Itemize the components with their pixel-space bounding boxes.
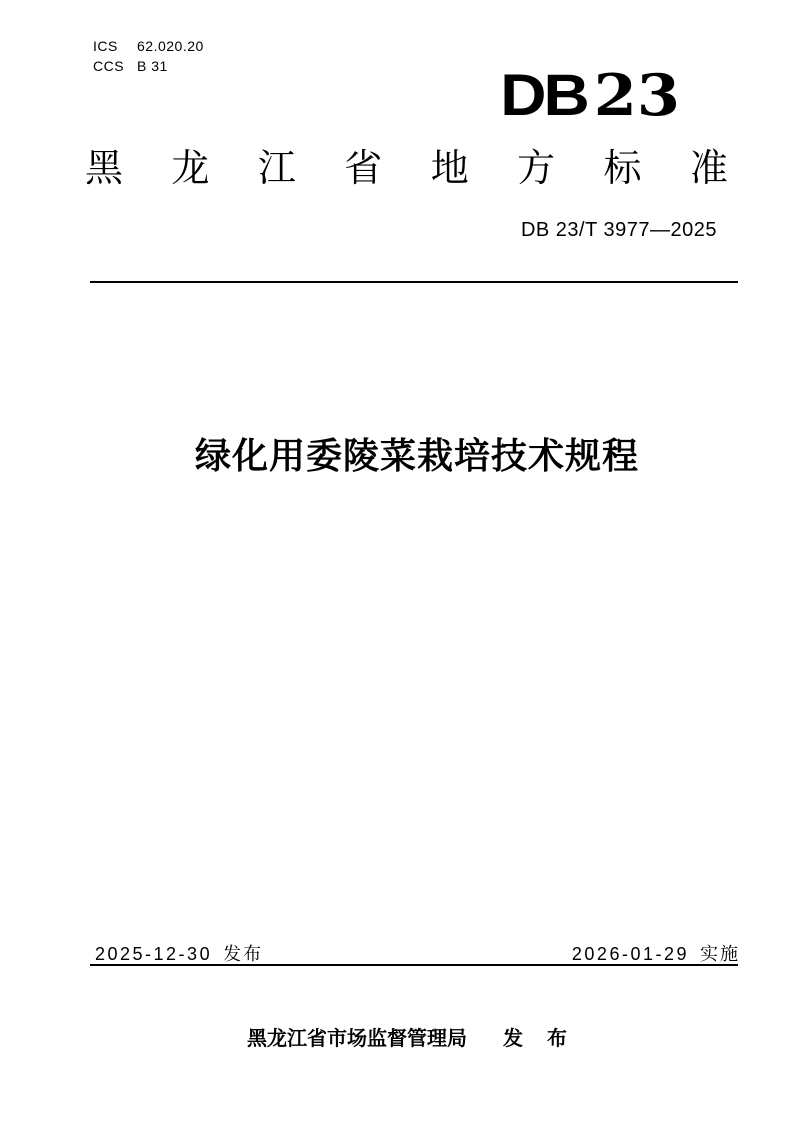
standard-type-heading xyxy=(85,149,728,191)
publisher-row xyxy=(11,1022,794,1051)
bottom-rule xyxy=(90,964,738,966)
ics-label: ICS xyxy=(93,38,118,54)
ics-code-value: 62.020.20 xyxy=(137,38,204,54)
implementation-date-row xyxy=(572,940,740,966)
db23-logo-prefix: DB xyxy=(500,61,587,128)
top-rule xyxy=(90,281,738,283)
ccs-code-value: B 31 xyxy=(137,58,168,74)
ccs-label: CCS xyxy=(93,58,125,74)
implementation-date: 2026-01-29 xyxy=(571,944,689,964)
classification-codes xyxy=(93,36,204,76)
ccs-code-row xyxy=(93,56,204,76)
standard-type-char: 龙 xyxy=(171,148,210,190)
standard-type-char: 方 xyxy=(517,148,556,190)
standard-type-char: 准 xyxy=(689,148,728,190)
issue-label: 发布 xyxy=(223,944,264,964)
db23-logo-number: 23 xyxy=(593,61,680,129)
standard-type-char: 地 xyxy=(430,148,469,190)
standard-type-char: 省 xyxy=(344,148,383,190)
publisher-action: 发 布 xyxy=(503,1028,569,1050)
document-title: 绿化用委陵菜栽培技术规程 xyxy=(194,435,639,476)
standard-number: DB 23/T 3977—2025 xyxy=(520,219,717,241)
publisher-name: 黑龙江省市场监督管理局 xyxy=(247,1028,467,1050)
implementation-label: 实施 xyxy=(700,944,740,964)
standard-type-char: 标 xyxy=(603,148,642,190)
ics-code-row xyxy=(93,36,204,56)
issue-date-row xyxy=(95,940,263,966)
standard-type-char: 黑 xyxy=(85,148,124,190)
standard-type-char: 江 xyxy=(257,148,296,190)
db23-logo xyxy=(500,60,680,129)
issue-date: 2025-12-30 xyxy=(95,944,213,964)
